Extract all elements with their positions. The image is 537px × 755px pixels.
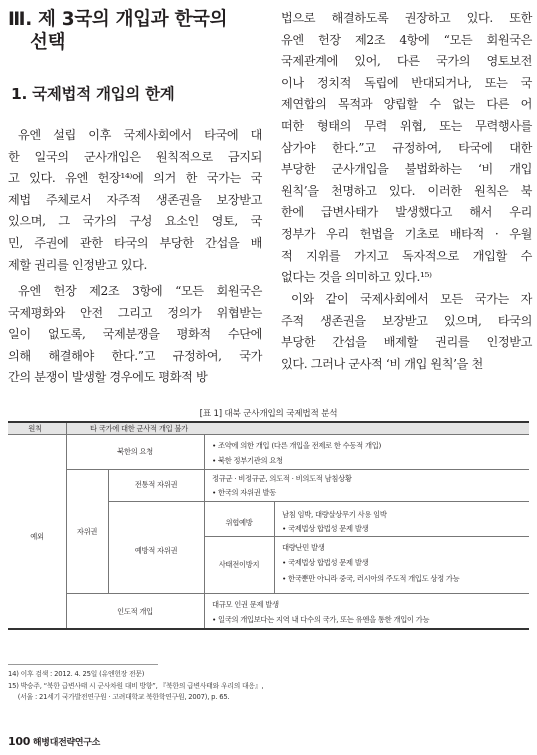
paragraph-line: 있으며, 그 국가의 구성 요소인 영토, 국 bbox=[8, 214, 262, 229]
paragraph-line: 법으로 해결하도록 권장하고 있다. 또한 bbox=[281, 11, 532, 25]
threat-item: 남침 임박, 대량살상무기 사용 임박 bbox=[282, 510, 387, 519]
footnote-15: 15) 박승주, “북한 급변사태 시 군사차원 대비 방향”, 『북한의 급변사태와 우리의 대응』, bbox=[8, 681, 264, 690]
publisher-name: 해병대전략연구소 bbox=[32, 738, 101, 748]
paragraph-line: 고 있다. 유엔 헌장¹⁴⁾에 의거 한 국가는 국 bbox=[8, 171, 262, 186]
header-principle-value: 타 국가에 대한 군사적 개입 불가 bbox=[90, 424, 188, 433]
paragraph-line: 유엔 헌장 제2조 3항에 “모든 회원국은 bbox=[18, 284, 262, 298]
paragraph-line: 부당한 간섭을 배제할 권리를 인정받고 bbox=[281, 335, 532, 350]
table-title: [표 1] 대북 군사개입의 국제법적 분석 bbox=[199, 409, 338, 419]
traditional-item: 정규군 · 비정규군, 의도적 · 비의도적 남침상황 bbox=[212, 474, 352, 483]
analysis-table bbox=[8, 421, 529, 630]
exception-label: 예외 bbox=[30, 532, 44, 541]
paragraph-line: 적 지위를 가지고 독자적으로 개입할 수 bbox=[281, 248, 532, 263]
paragraph-line: 원칙’을 천명하고 있다. 이러한 원칙은 북 bbox=[281, 183, 532, 198]
footnote-15-cont: (서울 : 21세기 국가발전연구원 · 고려대학교 북한학연구원, 2007), p. 65. bbox=[8, 693, 230, 701]
page-footer bbox=[8, 735, 100, 748]
rule bbox=[66, 469, 529, 470]
section-title-line1: Ⅲ. 제 3국의 개입과 한국의 bbox=[8, 9, 228, 30]
subsection-title: 1. 국제법적 개입의 한계 bbox=[11, 85, 175, 103]
paragraph-line: 제법 주체로서 자주적 생존권을 보장받고 bbox=[8, 192, 262, 207]
rule bbox=[204, 536, 529, 537]
rule bbox=[204, 434, 205, 628]
footnote-rule bbox=[8, 664, 158, 665]
rule bbox=[108, 501, 529, 502]
paragraph-line: 있다. 그러나 군사적 ‘비 개입 원칙’을 천 bbox=[281, 356, 483, 371]
paragraph-line: 없다는 것을 의미하고 있다.¹⁵⁾ bbox=[281, 270, 432, 285]
paragraph-line: 한 일국의 군사개입은 원칙적으로 금지되 bbox=[8, 149, 262, 164]
spread-item: 대량난민 발생 bbox=[282, 543, 325, 552]
paragraph-line: 부당한 군사개입을 불법화하는 ‘비 개입 bbox=[281, 162, 532, 177]
left-paragraph-1 bbox=[8, 125, 262, 276]
paragraph-line: 의해 해결해야 한다.”고 규정하여, 국가 bbox=[8, 348, 262, 363]
spread-label: 사태전이방지 bbox=[218, 560, 260, 569]
paragraph-line: 정부가 우리 헌법을 기초로 배타적 · 우월 bbox=[281, 226, 532, 241]
paragraph-line: 민, 주권에 관한 타국의 부당한 간섭을 배 bbox=[8, 235, 262, 250]
rule bbox=[8, 434, 529, 435]
traditional-item: • 한국의 자위권 발동 bbox=[212, 488, 277, 497]
threat-label: 위협예방 bbox=[225, 518, 253, 527]
paragraph-line: 제할 권리를 인정받고 있다. bbox=[8, 257, 148, 272]
paragraph-line: 이나 정치적 독립에 반대되거나, 또는 국 bbox=[281, 75, 532, 90]
header-principle: 원칙 bbox=[28, 424, 42, 433]
threat-item: • 국제법상 합법성 문제 발생 bbox=[282, 524, 369, 533]
paragraph-line: 유엔 헌장 제2조 4항에 “모든 회원국은 bbox=[281, 32, 532, 47]
rule bbox=[66, 593, 529, 594]
rule bbox=[108, 469, 109, 593]
paragraph-line: 한에 급변사태가 발생했다고 해서 우리 bbox=[281, 205, 532, 220]
paragraph-line: 주적 생존권을 보장받고 있으며, 타국의 bbox=[281, 313, 532, 328]
rule bbox=[66, 423, 67, 628]
spread-item: • 국제법상 합법성 문제 발생 bbox=[282, 558, 369, 567]
page-number: 100 bbox=[8, 735, 31, 748]
right-paragraph-1 bbox=[281, 8, 532, 289]
right-paragraph-2 bbox=[281, 289, 532, 375]
footnotes bbox=[8, 669, 528, 704]
section-title-line2: 선택 bbox=[30, 32, 66, 53]
paragraph-line: 유엔 설립 이후 국제사회에서 타국에 대 bbox=[18, 128, 262, 142]
north-request-item: • 북한 정부기관의 요청 bbox=[212, 456, 283, 465]
humanitarian-label: 인도적 개입 bbox=[117, 607, 153, 616]
preventive-label: 예방적 자위권 bbox=[134, 546, 178, 555]
paragraph-line: 국제관계에 있어, 다른 국가의 영토보전 bbox=[281, 54, 532, 69]
humanitarian-item: • 일국의 개입보다는 지역 내 다수의 국가, 또는 유엔을 통한 개입이 가능 bbox=[212, 615, 430, 624]
rule bbox=[274, 501, 275, 593]
paragraph-line: 일이 없도록, 국제분쟁을 평화적 수단에 bbox=[8, 327, 262, 342]
spread-item: • 한국뿐만 아니라 중국, 러시아의 주도적 개입도 상정 가능 bbox=[282, 574, 460, 583]
paragraph-line: 국제평화와 안전 그리고 정의가 위협받는 bbox=[8, 305, 262, 320]
humanitarian-item: 대규모 인권 문제 발생 bbox=[212, 600, 279, 609]
north-request-item: • 조약에 의한 개입 (다른 개입을 전제로 한 수동적 개입) bbox=[212, 441, 381, 450]
paragraph-line: 삼가야 한다.”고 규정하여, 타국에 대한 bbox=[281, 140, 532, 155]
paragraph-line: 떠한 형태의 무력 위협, 또는 무력행사를 bbox=[281, 118, 532, 133]
traditional-label: 전통적 자위권 bbox=[134, 480, 178, 489]
section-title bbox=[8, 8, 262, 54]
paragraph-line: 간의 분쟁이 발생할 경우에도 평화적 방 bbox=[8, 370, 208, 385]
self-defense-label: 자위권 bbox=[76, 527, 98, 536]
left-column bbox=[8, 8, 262, 385]
paragraph-line: 제연합의 목적과 양립할 수 없는 다른 어 bbox=[281, 97, 532, 112]
north-request-label: 북한의 요청 bbox=[117, 447, 153, 456]
left-paragraph-2 bbox=[8, 281, 262, 389]
table-header-bg bbox=[8, 423, 529, 434]
paragraph-line: 이와 같이 국제사회에서 모든 국가는 자 bbox=[291, 292, 532, 306]
footnote-14: 14) 이후 검색 : 2012. 4. 25일 (유엔헌장 전문) bbox=[8, 670, 145, 678]
